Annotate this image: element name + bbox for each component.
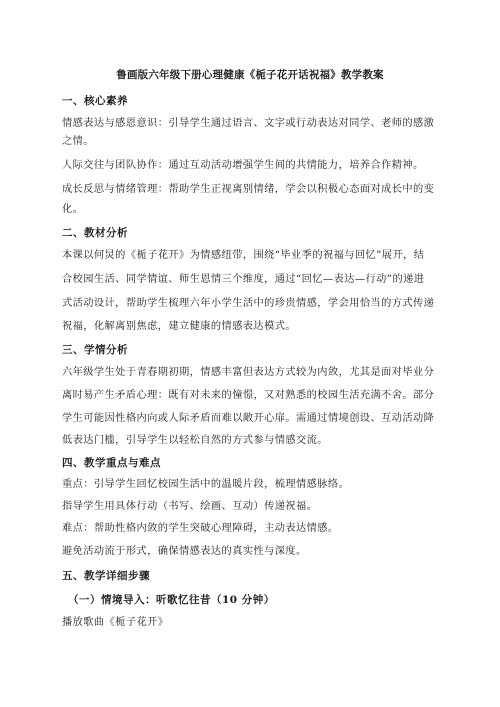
paragraph-line: 六年级学生处于青春期初期，情感丰富但表达方式较为内敛，尤其是面对毕业分 xyxy=(62,367,435,378)
paragraph-line: 之情。 xyxy=(62,136,94,147)
paragraph-line: 式活动设计，帮助学生梳理六年小学生活中的珍贵情感，学会用恰当的方式传递 xyxy=(62,298,435,309)
paragraph-line: 重点：引导学生回忆校园生活中的温暖片段，梳理情感脉络。 xyxy=(62,479,350,490)
document-title: 鲁画版六年级下册心理健康《栀子花开话祝福》教学教案 xyxy=(116,69,384,81)
paragraph-line: 离时易产生矛盾心理：既有对未来的憧憬，又对熟悉的校园生活充满不舍。部分 xyxy=(62,390,435,401)
paragraph-line: 人际交往与团队协作：通过互动活动增强学生间的共情能力，培养合作精神。 xyxy=(62,160,424,171)
paragraph-line: 指导学生用具体行动（书写、绘画、互动）传递祝福。 xyxy=(62,501,318,512)
paragraph-line: 低表达门槛，引导学生以轻松自然的方式参与情感交流。 xyxy=(62,435,328,446)
paragraph-line: 本课以何炅的《栀子花开》为情感纽带，围绕“毕业季的祝福与回忆”展开，结 xyxy=(62,250,425,261)
subsection-heading-scene-intro: （一）情境导入：听歌忆往昔（10 分钟） xyxy=(68,594,275,606)
paragraph-line: 避免活动流于形式，确保情感表达的真实性与深度。 xyxy=(62,546,307,557)
paragraph-line: 合校园生活、同学情谊、师生恩情三个维度，通过“回忆—表达—行动”的递进 xyxy=(62,274,425,285)
paragraph-line: 难点：帮助性格内敛的学生突破心理障碍，主动表达情感。 xyxy=(62,523,339,534)
paragraph-line: 学生可能因性格内向或人际矛盾而难以敞开心扉。需通过情境创设、互动活动降 xyxy=(62,413,435,424)
section-heading-key-points: 四、教学重点与难点 xyxy=(62,457,161,469)
paragraph-line: 情感表达与感恩意识：引导学生通过语言、文字或行动表达对同学、老师的感激 xyxy=(62,118,435,129)
section-heading-material-analysis: 二、教材分析 xyxy=(62,227,128,239)
paragraph-line: 化。 xyxy=(62,204,84,215)
paragraph-line: 成长反思与情绪管理：帮助学生正视离别情绪，学会以积极心态面对成长中的变 xyxy=(62,184,435,195)
paragraph-line: 播放歌曲《栀子花开》 xyxy=(62,617,169,628)
section-heading-teaching-steps: 五、教学详细步骤 xyxy=(62,570,150,582)
section-heading-core-literacy: 一、核心素养 xyxy=(62,95,128,107)
section-heading-student-analysis: 三、学情分析 xyxy=(62,344,128,356)
paragraph-line: 祝福，化解离别焦虑，建立健康的情感表达模式。 xyxy=(62,321,297,332)
